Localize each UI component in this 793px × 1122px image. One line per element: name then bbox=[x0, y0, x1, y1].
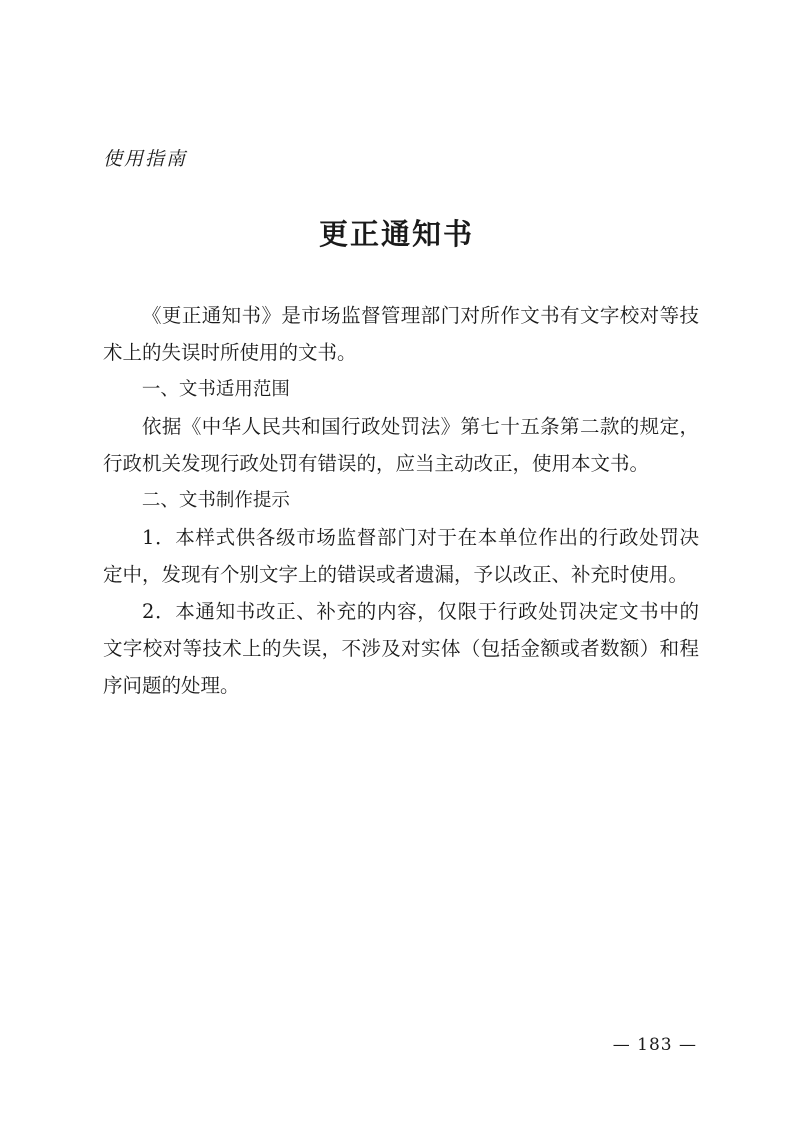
page-number: — 183 — bbox=[612, 1035, 697, 1055]
document-title: 更正通知书 bbox=[318, 217, 474, 251]
tip-item-2: 2．本通知书改正、补充的内容，仅限于行政处罚决定文书中的文字校对等技术上的失误，不涉及对实体（包括金额或者数额）和程序问题的处理。 bbox=[103, 600, 699, 697]
section-heading-scope: 一、文书适用范围 bbox=[141, 379, 290, 400]
scope-paragraph: 依据《中华人民共和国行政处罚法》第七十五条第二款的规定，行政机关发现行政处罚有错误的，应当主动改正，使用本文书。 bbox=[103, 415, 699, 475]
document-body bbox=[103, 297, 699, 704]
section-heading-tips: 二、文书制作提示 bbox=[141, 490, 290, 511]
intro-paragraph: 《更正通知书》是市场监督管理部门对所作文书有文字校对等技术上的失误时所使用的文书。 bbox=[103, 304, 699, 364]
tip-item-1: 1．本样式供各级市场监督部门对于在本单位作出的行政处罚决定中，发现有个别文字上的错误或者遗漏，予以改正、补充时使用。 bbox=[103, 526, 699, 586]
guide-label: 使用指南 bbox=[103, 148, 188, 170]
